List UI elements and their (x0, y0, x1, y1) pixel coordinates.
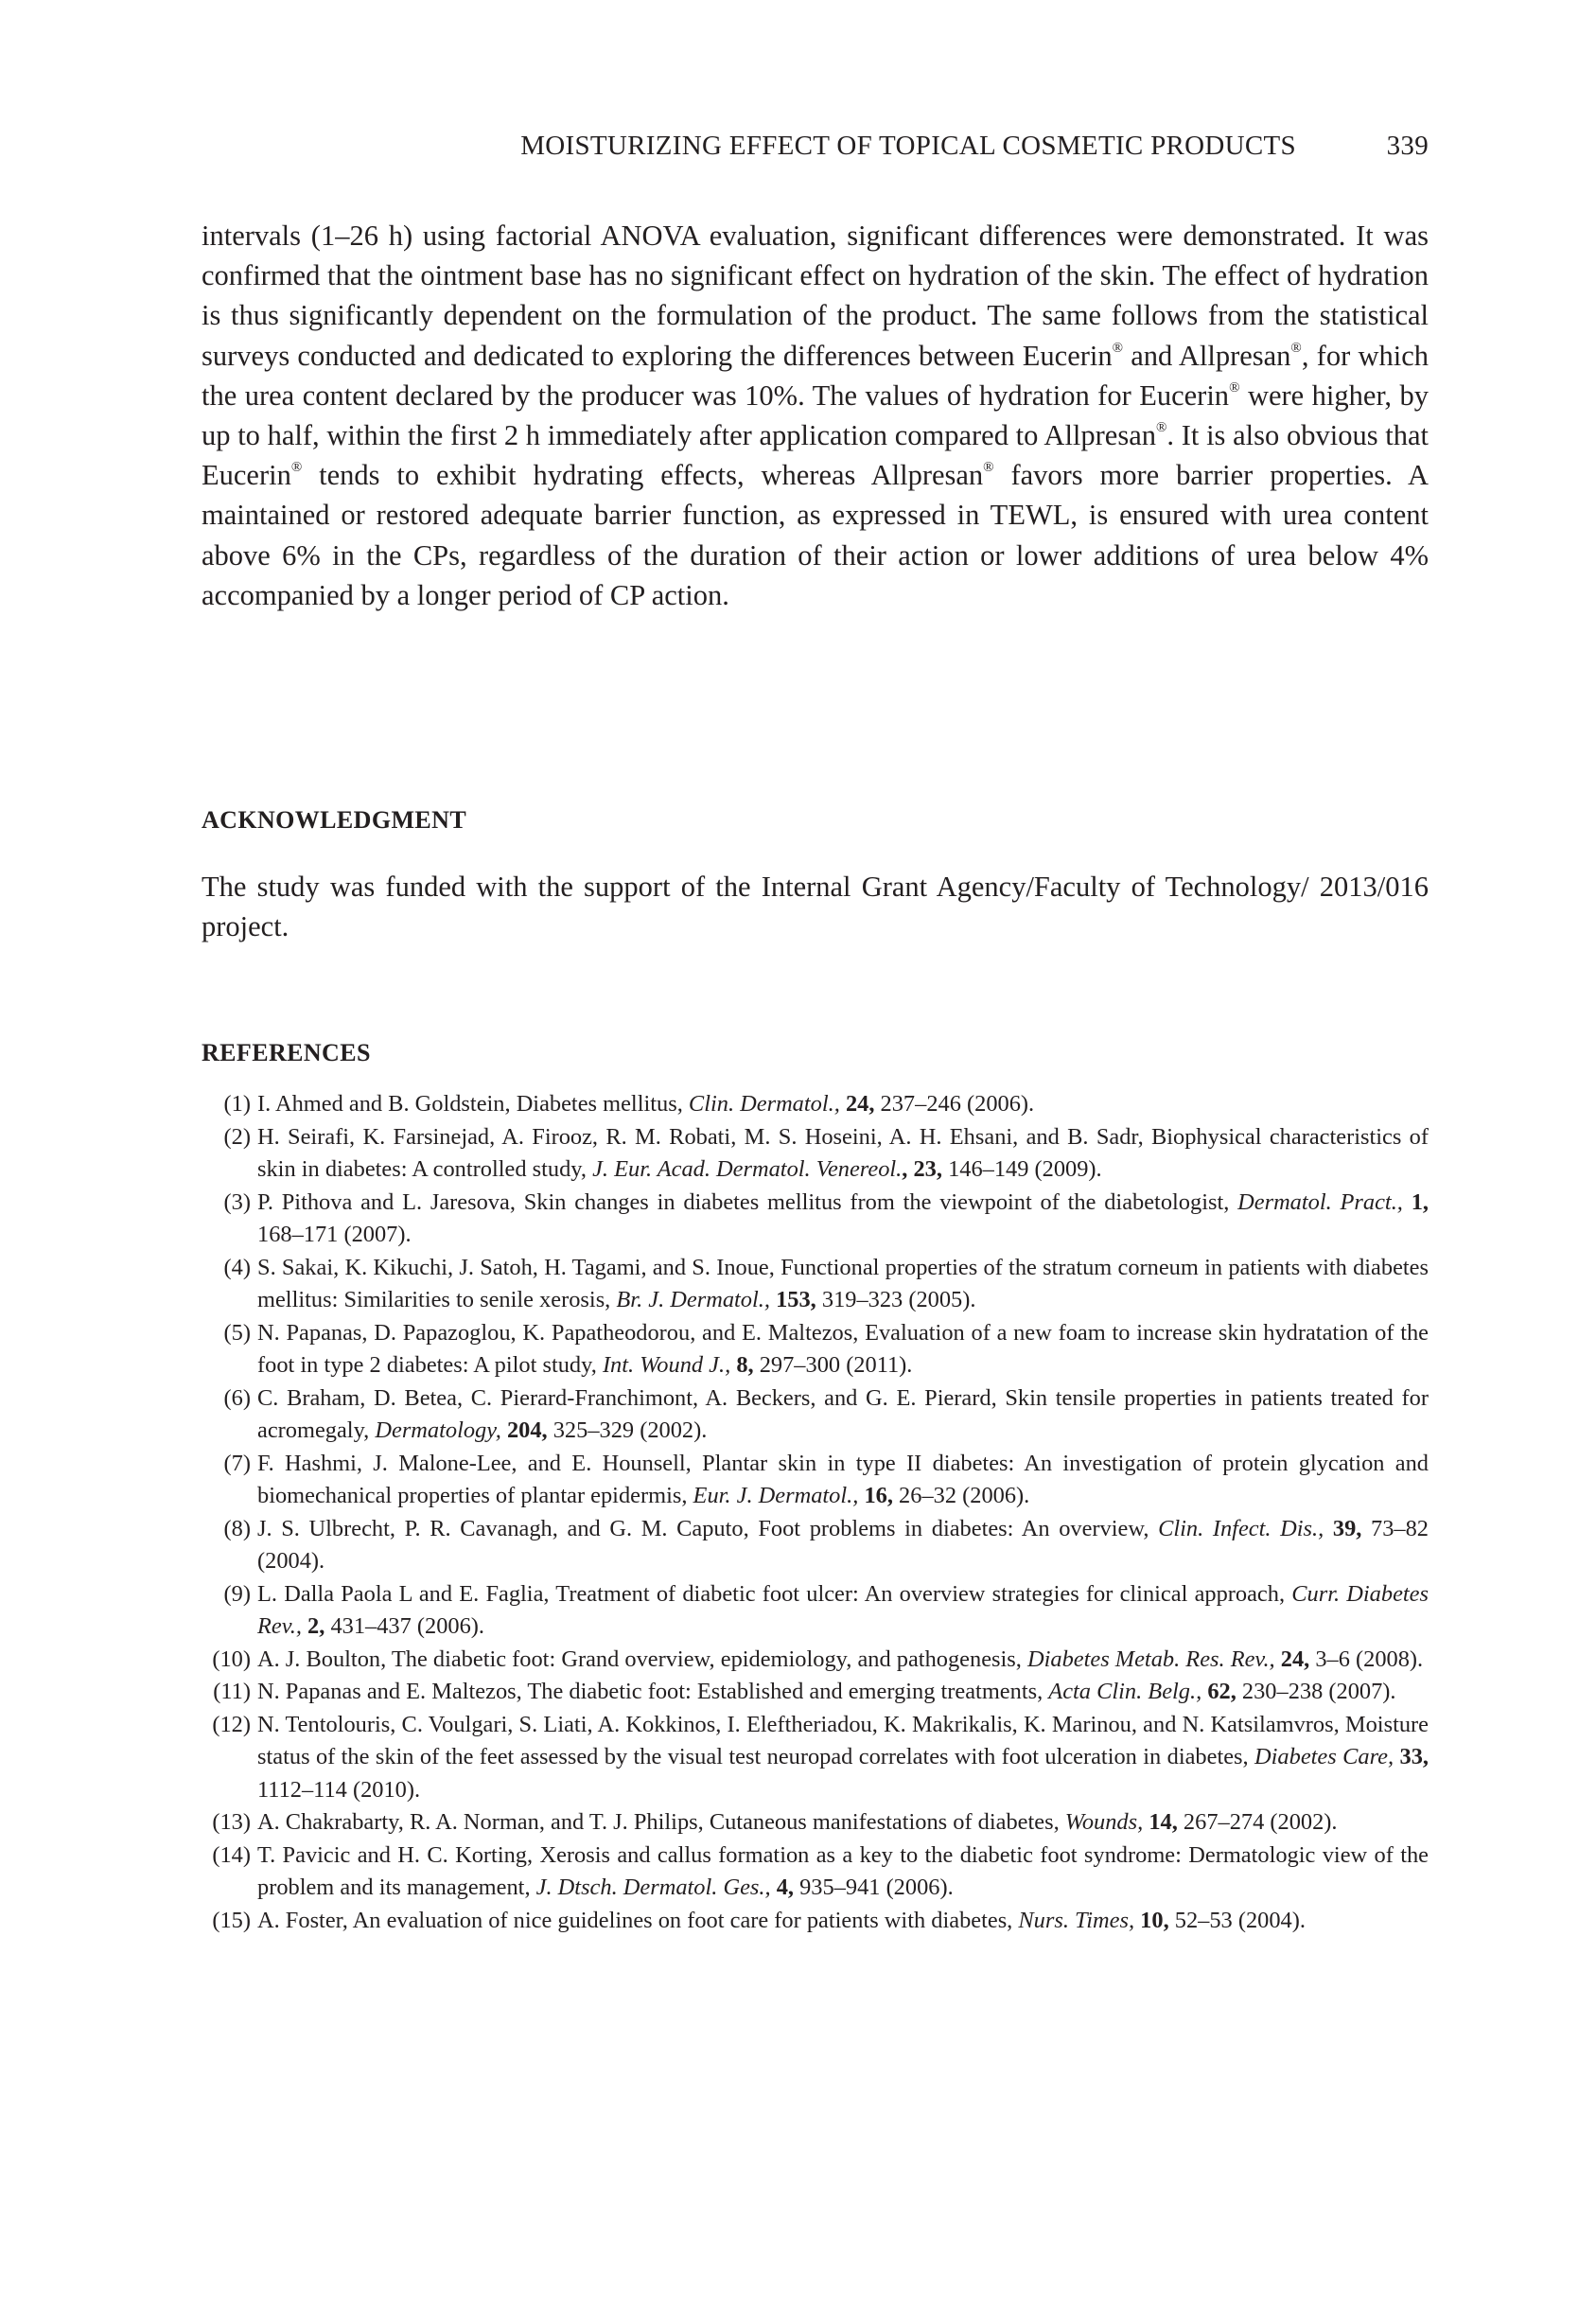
reference-volume: 4, (776, 1875, 794, 1900)
reference-journal: Clin. Dermatol., (688, 1091, 840, 1117)
reference-authors-title: A. Foster, An evaluation of nice guidelines on foot care for patients with diabetes, (257, 1907, 1019, 1933)
reference-volume: 62, (1207, 1679, 1236, 1704)
reference-volume: 2, (307, 1613, 325, 1639)
reference-item (202, 1578, 1429, 1644)
reference-number: (5) (223, 1319, 251, 1346)
registered-mark: ® (1156, 420, 1167, 436)
reference-authors-title: T. Pavicic and H. C. Korting, Xerosis and callus formation as a key to the diabetic foot syndrome: Dermatologic view of the problem and its management, (257, 1841, 1429, 1900)
reference-volume: 1, (1411, 1188, 1429, 1215)
reference-item (202, 1840, 1429, 1905)
reference-journal: Acta Clin. Belg., (1048, 1679, 1202, 1704)
reference-pages-year: 52–53 (2004). (1168, 1907, 1306, 1933)
reference-item (202, 1382, 1429, 1448)
reference-volume: 24, (1280, 1646, 1310, 1672)
reference-pages-year: 3–6 (2008). (1309, 1646, 1424, 1672)
reference-volume: 204, (506, 1417, 548, 1443)
reference-journal: Br. J. Dermatol., (616, 1287, 770, 1312)
acknowledgment-text: The study was funded with the support of the Internal Grant Agency/Faculty of Technology/ 2013/016 project. (202, 871, 1429, 943)
reference-pages-year: 230–238 (2007). (1236, 1679, 1396, 1704)
registered-mark: ® (1290, 340, 1302, 356)
reference-number: (7) (223, 1450, 251, 1476)
reference-authors-title: N. Papanas and E. Maltezos, The diabetic foot: Established and emerging treatments, (257, 1679, 1049, 1704)
reference-pages-year: 935–941 (2006). (794, 1875, 954, 1900)
reference-number: (12) (212, 1711, 251, 1737)
reference-number: (13) (212, 1809, 251, 1835)
text-run: and Allpresan (1123, 339, 1291, 372)
page-number: 339 (1386, 131, 1429, 161)
reference-volume: 153, (776, 1287, 816, 1312)
reference-journal: J. Dtsch. Dermatol. Ges., (535, 1875, 771, 1900)
reference-pages-year: 146–149 (2009). (941, 1156, 1102, 1182)
reference-number: (8) (223, 1515, 251, 1541)
reference-item (202, 1121, 1429, 1187)
text-run: were higher, by up to half, within the first 2 h immediately after application compared to Allpresan (202, 378, 1429, 452)
registered-mark: ® (290, 460, 303, 476)
reference-authors-title: H. Seirafi, K. Farsinejad, A. Firooz, R. M. Robati, M. S. Hoseini, A. H. Ehsani, and B. Sadr, Biophysical characteristics of skin in diabetes: A controlled study, (257, 1123, 1429, 1182)
reference-journal: Clin. Infect. Dis., (1158, 1515, 1324, 1541)
reference-authors-title: F. Hashmi, J. Malone-Lee, and E. Hounsell, Plantar skin in type II diabetes: An investigation of protein glycation and biomechanical properties of plantar epidermis, (257, 1450, 1429, 1508)
reference-number: (1) (223, 1091, 251, 1117)
reference-item (202, 1905, 1429, 1938)
text-run: . It is also obvious that Eucerin (202, 419, 1429, 492)
reference-number: (3) (223, 1188, 251, 1215)
reference-pages-year: 297–300 (2011). (753, 1352, 913, 1378)
reference-item (202, 1187, 1429, 1252)
reference-authors-title: A. J. Boulton, The diabetic foot: Grand overview, epidemiology, and pathogenesis, (257, 1646, 1027, 1672)
reference-journal: Dermatology, (375, 1417, 501, 1443)
reference-number: (9) (223, 1580, 251, 1607)
registered-mark: ® (1229, 379, 1240, 396)
registered-mark: ® (1112, 340, 1124, 356)
reference-journal: Curr. Diabetes Rev., (257, 1580, 1429, 1639)
reference-volume: , 23, (902, 1156, 942, 1182)
reference-journal: J. Eur. Acad. Dermatol. Venereol. (592, 1156, 903, 1182)
reference-pages-year: 26–32 (2006). (892, 1483, 1030, 1508)
reference-authors-title: I. Ahmed and B. Goldstein, Diabetes mellitus, (257, 1091, 689, 1117)
reference-authors-title: N. Papanas, D. Papazoglou, K. Papatheodorou, and E. Maltezos, Evaluation of a new foam to increase skin hydratation of the foot in type 2 diabetes: A pilot study, (257, 1319, 1429, 1378)
running-head-title: MOISTURIZING EFFECT OF TOPICAL COSMETIC PRODUCTS (520, 131, 1296, 161)
reference-pages-year: 319–323 (2005). (816, 1287, 976, 1312)
references-list (202, 1088, 1429, 1937)
reference-number: (2) (223, 1123, 251, 1150)
reference-journal: Int. Wound J., (602, 1352, 731, 1378)
reference-item (202, 1644, 1429, 1677)
reference-volume: 39, (1332, 1515, 1362, 1541)
running-head (202, 131, 1429, 168)
reference-number: (6) (223, 1384, 251, 1411)
reference-authors-title: P. Pithova and L. Jaresova, Skin changes in diabetes mellitus from the viewpoint of the diabetologist, (257, 1188, 1238, 1215)
reference-pages-year: 1112–114 (2010). (257, 1776, 421, 1803)
text-run: tends to exhibit hydrating effects, whereas Allpresan (302, 459, 984, 492)
reference-journal: Dermatol. Pract., (1237, 1188, 1403, 1215)
reference-volume: 33, (1399, 1744, 1429, 1769)
reference-journal: Diabetes Metab. Res. Rev., (1026, 1646, 1275, 1672)
reference-item (202, 1252, 1429, 1317)
text-run: favors more barrier properties. A maintained or restored adequate barrier function, as expressed in TEWL, is ensured with urea content above 6% in the CPs, regardless of the duration of their action or lower additions of urea below 4% accompanied by a longer period of CP action. (202, 459, 1429, 611)
reference-volume: 24, (845, 1091, 875, 1117)
reference-item (202, 1806, 1429, 1840)
reference-volume: 16, (864, 1483, 893, 1508)
acknowledgment-heading: ACKNOWLEDGMENT (202, 806, 467, 834)
reference-item (202, 1513, 1429, 1578)
reference-journal: Diabetes Care, (1254, 1744, 1394, 1769)
reference-pages-year: 73–82 (2004). (257, 1515, 1429, 1574)
reference-number: (11) (213, 1679, 251, 1704)
reference-item (202, 1317, 1429, 1382)
reference-pages-year: 267–274 (2002). (1177, 1809, 1338, 1835)
text-run: intervals (1–26 h) using factorial ANOVA evaluation, significant differences were demonstrated. It was confirmed that the ointment base has no significant effect on hydration of the skin. The effect of hydration is thus significantly dependent on the formulation of the product. The same follows from the statistical surveys conducted and dedicated to exploring the differences between Eucerin (202, 220, 1429, 372)
reference-item (202, 1088, 1429, 1121)
reference-pages-year: 237–246 (2006). (874, 1091, 1035, 1117)
reference-authors-title: N. Tentolouris, C. Voulgari, S. Liati, A. Kokkinos, I. Eleftheriadou, K. Makrikalis, K. Marinou, and N. Katsilamvros, Moisture status of the skin of the feet assessed by the visual test neuropad correlates with foot ulceration in diabetes, (257, 1711, 1429, 1769)
body-paragraph (202, 216, 1429, 615)
reference-number: (14) (212, 1841, 251, 1868)
reference-authors-title: A. Chakrabarty, R. A. Norman, and T. J. Philips, Cutaneous manifestations of diabetes, (257, 1809, 1065, 1835)
reference-item (202, 1676, 1429, 1709)
reference-authors-title: J. S. Ulbrecht, P. R. Cavanagh, and G. M. Caputo, Foot problems in diabetes: An overview, (257, 1515, 1159, 1541)
reference-number: (10) (212, 1646, 251, 1672)
text-run: , for which the urea content declared by the producer was 10%. The values of hydration for Eucerin (202, 339, 1429, 412)
reference-volume: 14, (1149, 1809, 1178, 1835)
reference-journal: Nurs. Times, (1018, 1907, 1135, 1933)
reference-item (202, 1448, 1429, 1513)
reference-authors-title: L. Dalla Paola L and E. Faglia, Treatment of diabetic foot ulcer: An overview strategies for clinical approach, (257, 1580, 1292, 1607)
reference-journal: Eur. J. Dermatol., (693, 1483, 859, 1508)
reference-authors-title: C. Braham, D. Betea, C. Pierard-Franchimont, A. Beckers, and G. E. Pierard, Skin tensile properties in patients treated for acromegaly, (257, 1384, 1429, 1443)
references-heading: REFERENCES (202, 1039, 371, 1066)
reference-number: (4) (223, 1254, 251, 1280)
reference-authors-title: S. Sakai, K. Kikuchi, J. Satoh, H. Tagami, and S. Inoue, Functional properties of the stratum corneum in patients with diabetes mellitus: Similarities to senile xerosis, (257, 1254, 1429, 1312)
reference-volume: 8, (736, 1352, 754, 1378)
reference-pages-year: 431–437 (2006). (324, 1613, 485, 1639)
registered-mark: ® (983, 460, 994, 476)
reference-journal: Wounds, (1064, 1809, 1144, 1835)
reference-pages-year: 325–329 (2002). (547, 1417, 708, 1443)
reference-number: (15) (212, 1907, 251, 1933)
reference-pages-year: 168–171 (2007). (257, 1222, 412, 1247)
reference-item (202, 1709, 1429, 1807)
reference-volume: 10, (1140, 1907, 1169, 1933)
